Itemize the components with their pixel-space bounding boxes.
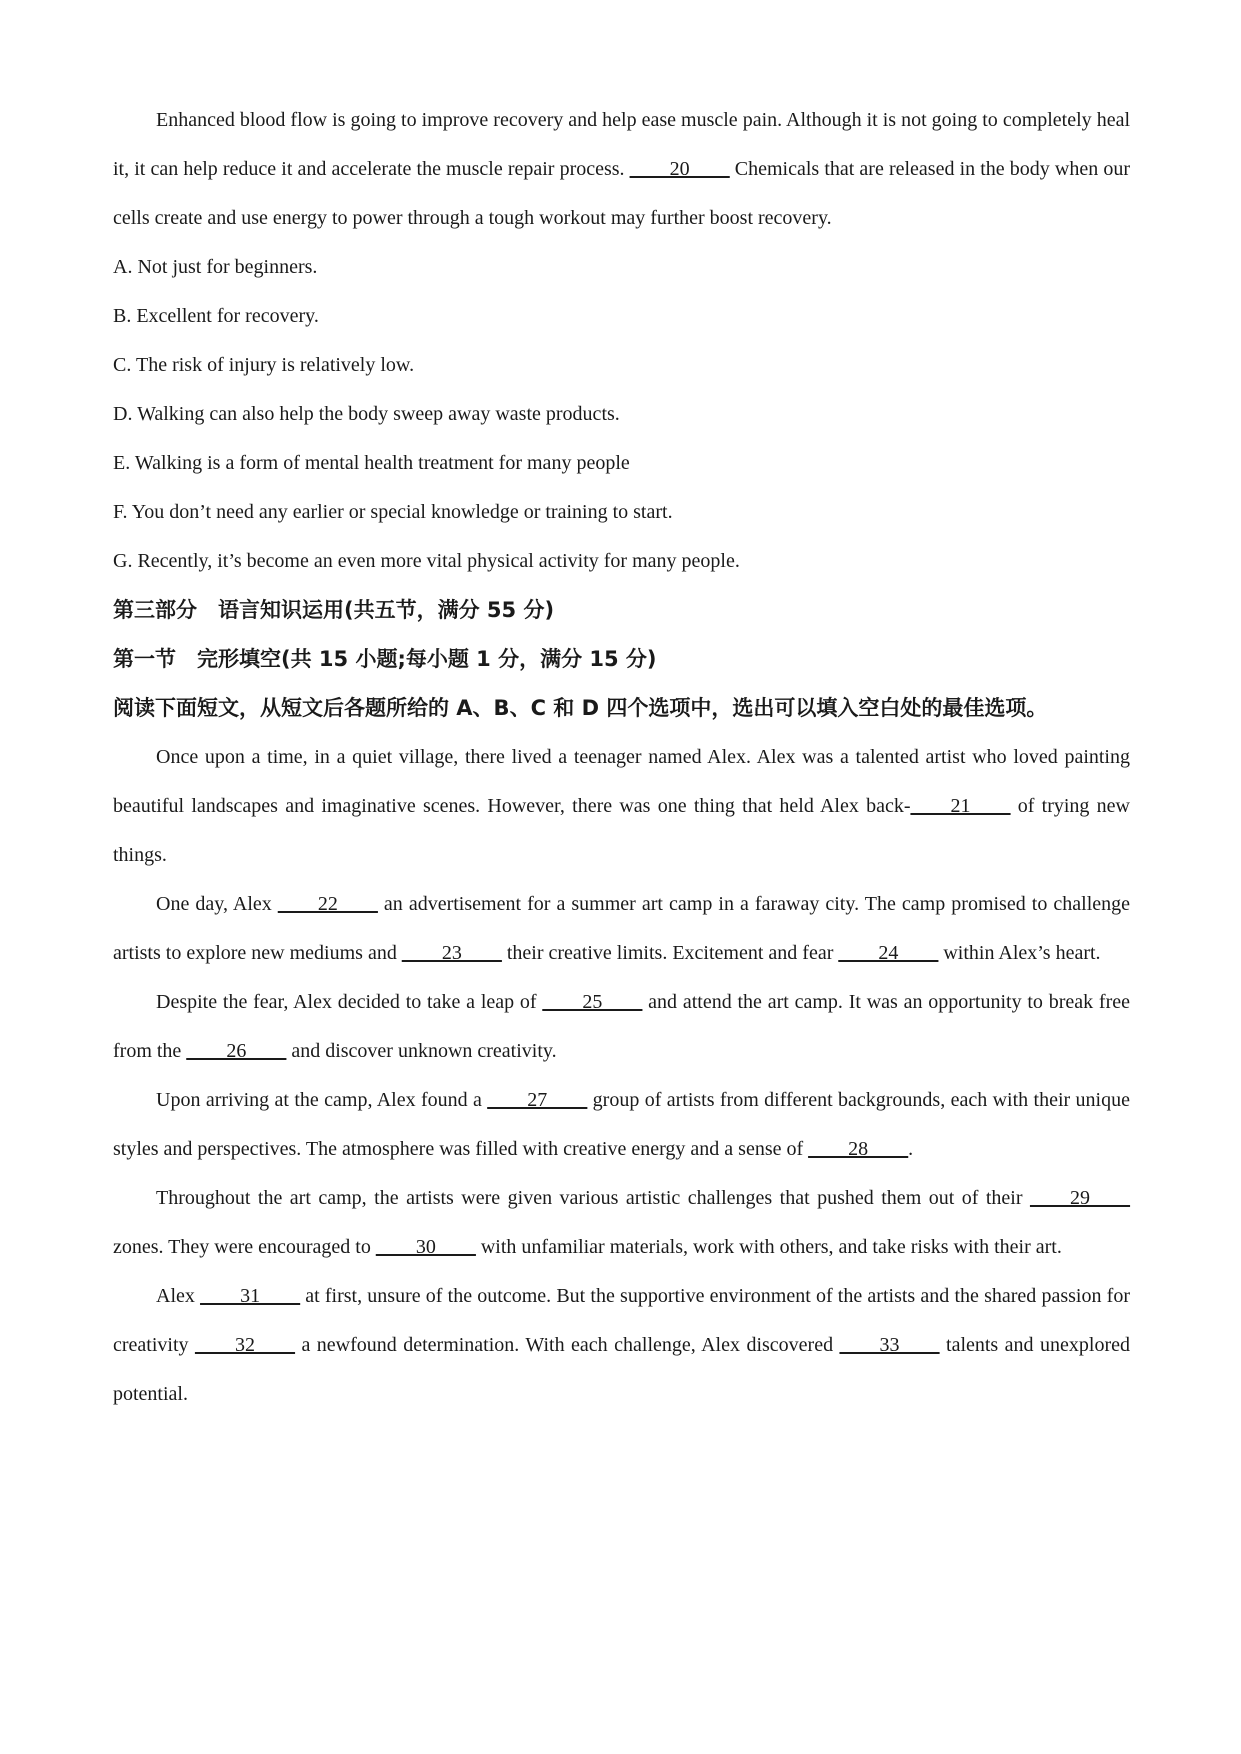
blank-31: ____31____ xyxy=(200,1285,301,1307)
cloze-paragraph-2 xyxy=(113,880,1130,978)
blank-20: ____20____ xyxy=(629,158,730,180)
paragraph-text: within Alex’s heart. xyxy=(938,942,1101,964)
paragraph-text: Despite the fear, Alex decided to take a leap of xyxy=(156,991,543,1013)
option-e: E. Walking is a form of mental health treatment for many people xyxy=(113,452,630,474)
option-f: F. You don’t need any earlier or special knowledge or training to start. xyxy=(113,501,673,523)
option-d: D. Walking can also help the body sweep away waste products. xyxy=(113,403,620,425)
option-b: B. Excellent for recovery. xyxy=(113,305,319,327)
paragraph-text: a newfound determination. With each challenge, Alex discovered xyxy=(294,1334,840,1356)
cloze-paragraph-5 xyxy=(113,1174,1130,1272)
paragraph-text: Throughout the art camp, the artists were given various artistic challenges that pushed them out of their xyxy=(156,1187,1030,1209)
paragraph-text: Once upon a time, in a quiet village, there lived a teenager named Alex. Alex was a talented artist who loved painting beautiful landscapes and imaginative scenes. However, there was one thing that held Alex back- xyxy=(113,746,1130,817)
blank-24: ____24____ xyxy=(838,942,939,964)
part-title: 第三部分 语言知识运用(共五节，满分 55 分) xyxy=(113,598,555,622)
paragraph-text: talents and unexplored potential. xyxy=(113,1334,1130,1405)
paragraph-text: of trying new things. xyxy=(113,795,1130,866)
blank-25: ____25____ xyxy=(542,991,643,1013)
document-page xyxy=(113,96,1130,1419)
paragraph-text: Alex xyxy=(156,1285,201,1307)
blank-26: ____26____ xyxy=(186,1040,287,1062)
paragraph-text: and attend the art camp. It was an opportunity to break free from the xyxy=(113,991,1130,1062)
option-g: G. Recently, it’s become an even more vital physical activity for many people. xyxy=(113,550,740,572)
paragraph-text: an advertisement for a summer art camp in a faraway city. The camp promised to challenge artists to explore new mediums and xyxy=(113,893,1131,964)
cloze-paragraph-6 xyxy=(113,1272,1130,1419)
instruction-text: 阅读下面短文，从短文后各题所给的 A、B、C 和 D 四个选项中，选出可以填入空白处的最佳选项。 xyxy=(113,696,1048,720)
blank-30: ____30____ xyxy=(375,1236,476,1258)
blank-28: ____28____ xyxy=(808,1138,909,1160)
paragraph-text: group of artists from different backgrounds, each with their unique styles and perspectives. The atmosphere was filled with creative energy and a sense of xyxy=(113,1089,1130,1160)
passage-paragraph xyxy=(113,96,1130,243)
paragraph-text: One day, Alex xyxy=(156,893,278,915)
paragraph-text: their creative limits. Excitement and fear xyxy=(501,942,839,964)
subsection-title: 第一节 完形填空(共 15 小题;每小题 1 分，满分 15 分) xyxy=(113,647,657,671)
blank-22: ____22____ xyxy=(277,893,378,915)
paragraph-text: Upon arriving at the camp, Alex found a xyxy=(156,1089,488,1111)
paragraph-text: Enhanced blood flow is going to improve recovery and help ease muscle pain. Although it is not going to completely heal it, it can help reduce it and accelerate the muscle repair process. xyxy=(113,109,1130,180)
blank-32: ____32____ xyxy=(194,1334,295,1356)
cloze-paragraph-4 xyxy=(113,1076,1130,1174)
paragraph-text: Chemicals that are released in the body when our cells create and use energy to power through a tough workout may further boost recovery. xyxy=(113,158,1130,229)
paragraph-text: and discover unknown creativity. xyxy=(286,1040,557,1062)
option-c: C. The risk of injury is relatively low. xyxy=(113,354,415,376)
blank-27: ____27____ xyxy=(487,1089,588,1111)
blank-29: ____29____ xyxy=(1030,1187,1130,1209)
paragraph-text: with unfamiliar materials, work with others, and take risks with their art. xyxy=(475,1236,1062,1258)
paragraph-text: at first, unsure of the outcome. But the supportive environment of the artists and the shared passion for creativity xyxy=(113,1285,1130,1356)
option-a: A. Not just for beginners. xyxy=(113,256,318,278)
cloze-paragraph-3 xyxy=(113,978,1130,1076)
paragraph-text: . xyxy=(908,1138,914,1160)
paragraph-text: zones. They were encouraged to xyxy=(113,1236,376,1258)
blank-23: ____23____ xyxy=(401,942,502,964)
cloze-paragraph-1 xyxy=(113,733,1130,880)
blank-21: ____21____ xyxy=(910,795,1011,817)
blank-33: ____33____ xyxy=(839,1334,940,1356)
